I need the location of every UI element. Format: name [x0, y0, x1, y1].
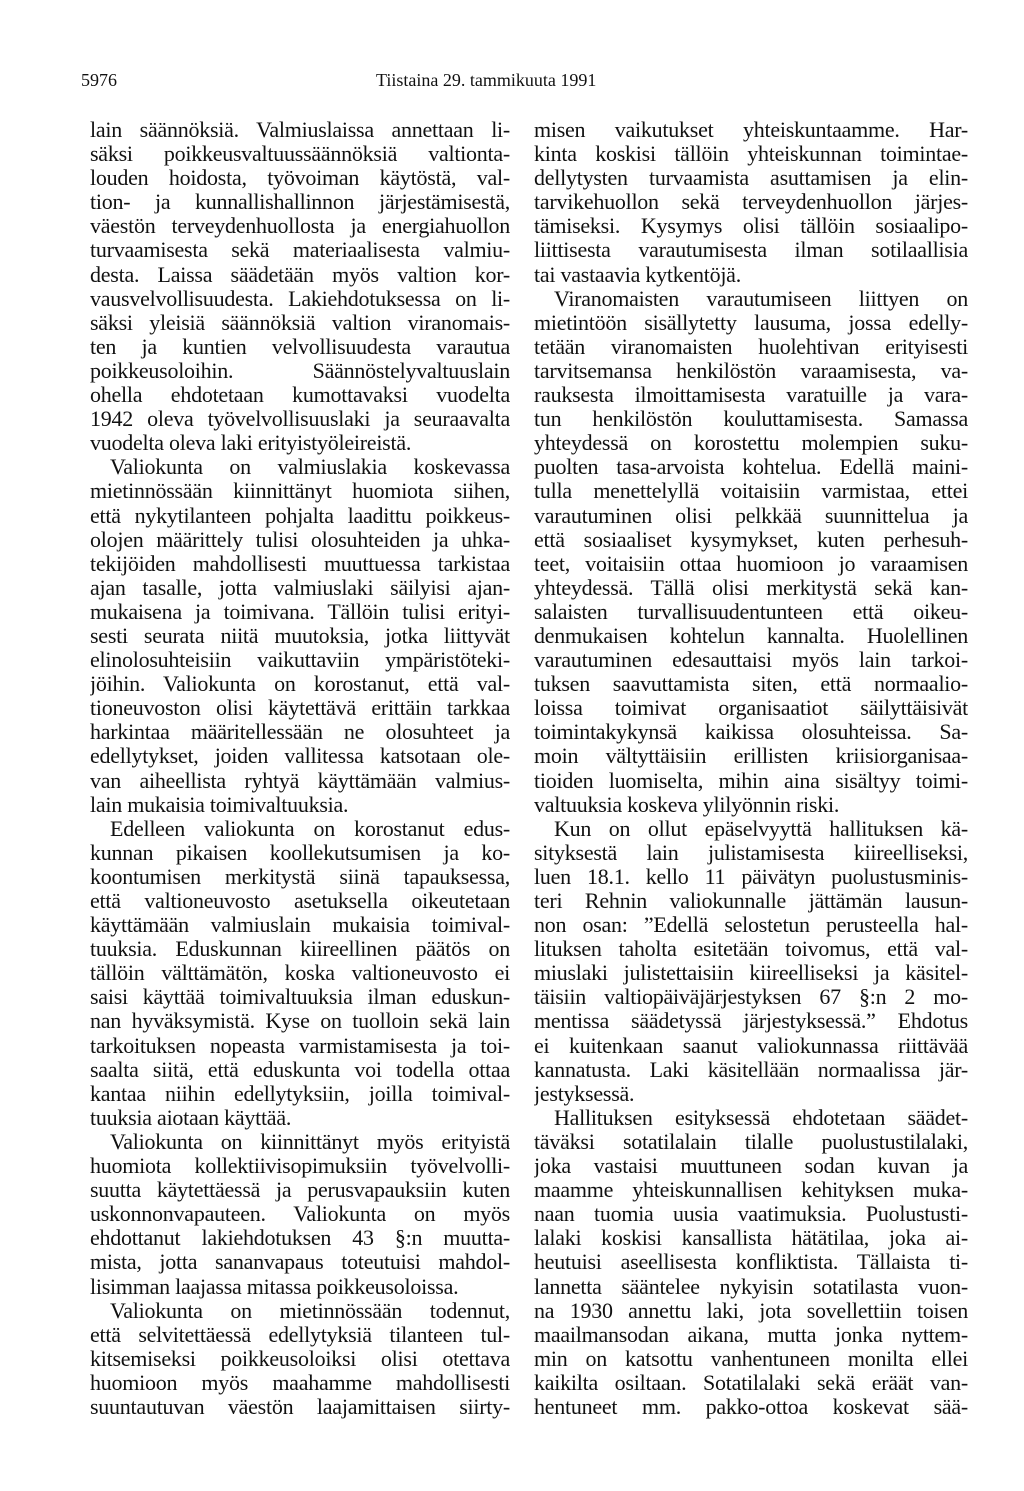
- text-line: että nykytilanteen pohjalta laadittu poikkeus-: [90, 503, 510, 528]
- text-line: mietintöön sisällytetty lausuma, jossa edelly-: [534, 310, 968, 335]
- text-line: dellytysten turvaamista asuttamisen ja elin-: [534, 166, 968, 191]
- text-line: lain säännöksiä. Valmiuslaissa annettaan li-: [90, 118, 510, 142]
- text-line: teri Rehnin valiokunnalle jättämän lausun-: [534, 889, 968, 913]
- left-column: [90, 118, 510, 1419]
- text-line: mukaisena ja toimivana. Tällöin tulisi erityi-: [90, 599, 510, 624]
- text-line: elinolosuhteisiin vaikuttaviin ympäristöteki-: [90, 648, 510, 673]
- text-line: min on katsottu vanhentuneen monilta ellei: [534, 1346, 968, 1371]
- text-line: non osan: ”Edellä selostetun perusteella hal-: [534, 913, 968, 938]
- text-line: saisi käyttää toimivaltuuksia ilman eduskun-: [90, 985, 510, 1010]
- text-line: jöihin. Valiokunta on korostanut, että val-: [90, 672, 510, 697]
- text-line: tekijöiden mahdollisesti muuttuessa tarkistaa: [90, 551, 510, 576]
- text-line: Valiokunta on kiinnittänyt myös erityistä: [110, 1129, 510, 1154]
- text-line: tioiden luomiselta, mihin aina sisältyy toimi-: [534, 768, 968, 793]
- text-line: Kun on ollut epäselvyyttä hallituksen kä-: [554, 816, 968, 841]
- text-line: Valiokunta on mietinnössään todennut,: [110, 1298, 510, 1323]
- text-line: huomiota kollektiivisopimuksiin työvelvolli-: [90, 1154, 510, 1179]
- text-line: säksi poikkeusvaltuussäännöksiä valtionta-: [90, 142, 510, 167]
- text-line: että sosiaaliset kysymykset, kuten perhesuh-: [534, 527, 968, 552]
- text-line: säksi yleisiä säännöksiä valtion viranomais-: [90, 310, 510, 335]
- text-line: tioneuvoston olisi käytettävä erittäin tarkkaa: [90, 696, 510, 721]
- text-line: nan hyväksymistä. Kyse on tuolloin sekä lain: [90, 1009, 510, 1034]
- text-line: ten ja kuntien velvollisuudesta varautua: [90, 334, 510, 359]
- text-line: Viranomaisten varautumiseen liittyen on: [554, 286, 968, 311]
- text-line: loissa toimivat organisaatiot säilyttäisivät: [534, 696, 968, 721]
- text-line: kitsemiseksi poikkeusoloiksi olisi otettava: [90, 1346, 510, 1371]
- text-line: poikkeusoloihin. Säännöstelyvaltuuslain: [90, 358, 510, 383]
- text-line: lannetta sääntelee nykyisin sotatilasta vuon-: [534, 1274, 968, 1299]
- text-line: mista, jotta sananvapaus toteutuisi mahdol-: [90, 1250, 510, 1275]
- text-line: Valiokunta on valmiuslakia koskevassa: [110, 455, 510, 480]
- text-line: rauksesta ilmoittamisesta varatuille ja vara-: [534, 383, 968, 408]
- text-line: teet, voitaisiin ottaa huomioon jo varaamisen: [534, 551, 968, 576]
- text-line: tämiseksi. Kysymys olisi tällöin sosiaalipo-: [534, 214, 968, 239]
- text-line: joka vastaisi muuttuneen sodan kuvan ja: [534, 1154, 968, 1179]
- text-line: kaikilta osiltaan. Sotatilalaki sekä eräät van-: [534, 1370, 968, 1395]
- text-line: moin vältyttäisiin erillisten kriisiorganisaa-: [534, 744, 968, 769]
- text-line: vuodelta oleva laki erityistyöleireistä.: [90, 431, 412, 456]
- text-line: että selvitettäessä edellytyksiä tilanteen tul-: [90, 1322, 510, 1347]
- text-line: huomioon myös maahamme mahdollisesti: [90, 1370, 510, 1395]
- text-line: tarvikehuollon sekä terveydenhuollon järjes-: [534, 190, 968, 215]
- page-number: 5976: [81, 70, 117, 90]
- text-line: kunnan pikaisen koollekutsumisen ja ko-: [90, 840, 510, 865]
- text-line: tai vastaavia kytkentöjä.: [534, 262, 741, 287]
- text-line: suuntautuvan väestön laajamittaisen siirty-: [90, 1394, 510, 1419]
- text-line: että valtioneuvosto asetuksella oikeutetaan: [90, 889, 510, 913]
- text-line: luen 18.1. kello 11 päivätyn puolustusminis-: [534, 864, 968, 889]
- text-line: täväksi sotatilalain tilalle puolustustilalaki,: [534, 1129, 968, 1154]
- page-header: [81, 70, 981, 100]
- text-line: kannatusta. Laki käsitellään normaalissa jär-: [534, 1057, 968, 1082]
- running-head: Tiistaina 29. tammikuuta 1991: [376, 70, 597, 90]
- text-line: liittisesta varautumisesta ilman sotilaallisia: [534, 238, 968, 263]
- text-line: desta. Laissa säädetään myös valtion kor-: [90, 262, 510, 287]
- text-line: ehdottanut lakiehdotuksen 43 §:n muutta-: [90, 1226, 510, 1251]
- text-line: tuuksia aiotaan käyttää.: [90, 1105, 292, 1130]
- text-line: ohella ehdotetaan kumottavaksi vuodelta: [90, 383, 510, 408]
- text-line: harkintaa määritellessään ne olosuhteet ja: [90, 720, 510, 745]
- text-line: kinta koskisi tällöin yhteiskunnan toimintae-: [534, 142, 968, 167]
- text-line: tuuksia. Eduskunnan kiireellinen päätös on: [90, 937, 510, 962]
- text-line: tion- ja kunnallishallinnon järjestämisestä,: [90, 190, 510, 215]
- text-line: na 1930 annettu laki, jota sovellettiin toisen: [534, 1298, 968, 1323]
- text-line: miuslaki julistettaisiin kiireelliseksi ja käsitel-: [534, 961, 968, 986]
- text-line: lituksen taholta esitetään toivomus, että val-: [534, 937, 968, 962]
- text-line: täisiin valtiopäiväjärjestyksen 67 §:n 2 mo-: [534, 985, 968, 1010]
- text-line: valtuuksia koskeva ylilyönnin riski.: [534, 792, 840, 817]
- text-line: yhteydessä. Tällä olisi merkitystä sekä kan-: [534, 575, 968, 600]
- text-line: varautuminen olisi pelkkää suunnittelua ja: [534, 503, 968, 528]
- text-line: 1942 oleva työvelvollisuuslaki ja seuraavalta: [90, 407, 510, 432]
- text-line: louden hoidosta, työvoiman käytöstä, val-: [90, 166, 510, 191]
- text-line: salaisten turvallisuudentunteen että oikeu-: [534, 599, 968, 624]
- text-line: turvaamisesta sekä materiaalisesta valmiu-: [90, 238, 510, 263]
- right-column: [534, 118, 968, 1419]
- text-line: heutuisi aseellisesta konfliktista. Tällaista ti-: [534, 1250, 968, 1275]
- text-line: tarvitsemansa henkilöstön varaamisesta, va-: [534, 358, 968, 383]
- text-line: hentuneet mm. pakko-ottoa koskevat sää-: [534, 1394, 968, 1419]
- text-line: suutta käytettäessä ja perusvapauksiin kuten: [90, 1178, 510, 1203]
- text-line: tarkoituksen nopeasta varmistamisesta ja toi-: [90, 1033, 510, 1058]
- text-line: toimintakykynsä kaikissa olosuhteissa. Sa-: [534, 720, 968, 745]
- text-line: väestön terveydenhuollosta ja energiahuollon: [90, 214, 510, 239]
- text-line: Hallituksen esityksessä ehdotetaan säädet-: [554, 1105, 968, 1130]
- text-line: vausvelvollisuudesta. Lakiehdotuksessa on li-: [90, 286, 510, 311]
- text-line: lisimman laajassa mitassa poikkeusoloissa.: [90, 1274, 459, 1299]
- text-line: mietinnössään kiinnittänyt huomiota siihen,: [90, 479, 510, 504]
- text-line: mentissa säädetyssä järjestyksessä.” Ehdotus: [534, 1009, 968, 1034]
- text-line: sityksestä lain julistamisesta kiireelliseksi,: [534, 840, 968, 865]
- text-line: tun henkilöstön kouluttamisesta. Samassa: [534, 407, 968, 432]
- text-line: naan tuomia uusia vaatimuksia. Puolustusti-: [534, 1202, 968, 1227]
- text-line: tetään viranomaisten huolehtivan erityisesti: [534, 334, 968, 359]
- text-line: puolten tasa-arvoista kohtelua. Edellä maini-: [534, 455, 968, 480]
- text-line: tuksen saavuttamista siten, että normaalio-: [534, 672, 968, 697]
- text-line: kantaa niihin edellytyksiin, joilla toimival-: [90, 1081, 510, 1106]
- text-line: lalaki koskisi kansallista hätätilaa, joka ai-: [534, 1226, 968, 1251]
- text-line: tällöin välttämätön, koska valtioneuvosto ei: [90, 961, 510, 986]
- text-line: saalta siitä, että eduskunta voi todella ottaa: [90, 1057, 510, 1082]
- text-line: sesti seurata niitä muutoksia, jotka liittyvät: [90, 623, 510, 648]
- text-line: lain mukaisia toimivaltuuksia.: [90, 792, 349, 817]
- text-line: tulla menettelyllä voitaisiin varmistaa, ettei: [534, 479, 968, 504]
- text-line: käyttämään valmiuslain mukaisia toimival-: [90, 913, 510, 938]
- text-line: maailmansodan aikana, mutta jonka nyttem-: [534, 1322, 968, 1347]
- text-line: edellytykset, joiden vallitessa katsotaan ole-: [90, 744, 510, 769]
- text-line: ajan tasalle, jotta valmiuslaki säilyisi ajan-: [90, 575, 510, 600]
- text-line: denmukaisen kohtelun kannalta. Huolellinen: [534, 623, 968, 648]
- text-line: varautuminen edesauttaisi myös lain tarkoi-: [534, 648, 968, 673]
- text-line: yhteydessä on korostettu molempien suku-: [534, 431, 968, 456]
- text-line: maamme yhteiskunnallisen kehityksen muka-: [534, 1178, 968, 1203]
- text-line: uskonnonvapauteen. Valiokunta on myös: [90, 1202, 510, 1227]
- text-line: Edelleen valiokunta on korostanut edus-: [110, 816, 510, 841]
- text-line: koontumisen merkitystä siinä tapauksessa,: [90, 864, 510, 889]
- text-line: jestyksessä.: [534, 1081, 635, 1106]
- text-line: misen vaikutukset yhteiskuntaamme. Har-: [534, 118, 968, 142]
- text-line: van aiheellista ryhtyä käyttämään valmius-: [90, 768, 510, 793]
- text-line: ei kuitenkaan saanut valiokunnassa riittävää: [534, 1033, 968, 1058]
- text-line: olojen määrittely tulisi olosuhteiden ja uhka-: [90, 527, 510, 552]
